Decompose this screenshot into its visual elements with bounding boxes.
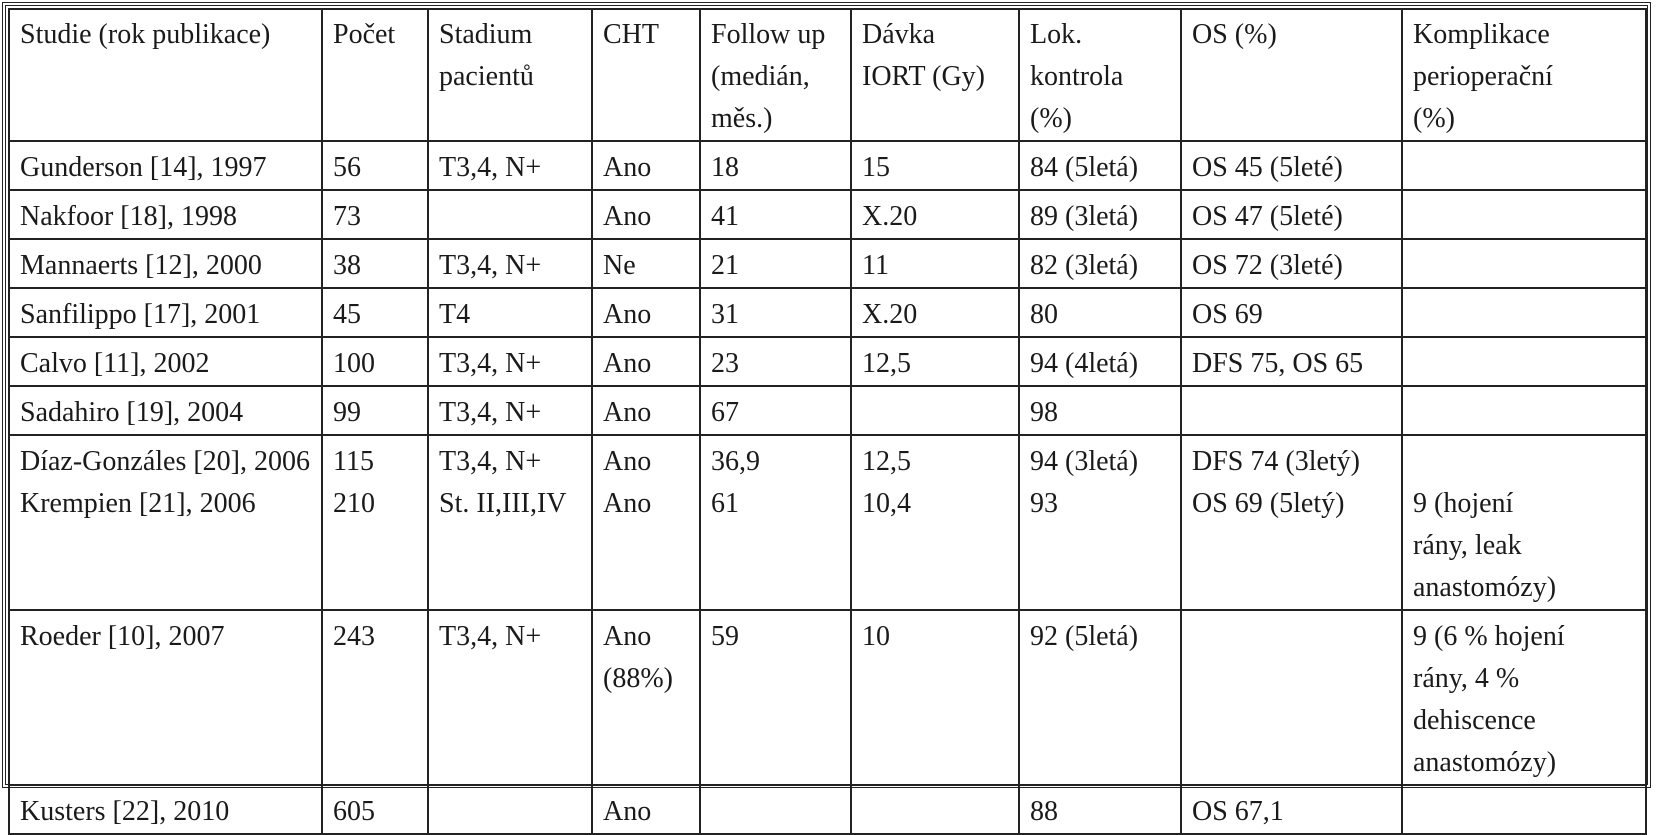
cell-follow-up: 31 <box>700 288 851 337</box>
cell-pocet: 243 <box>322 610 428 785</box>
cell-pocet: 100 <box>322 337 428 386</box>
cell-cht: Ano <box>592 337 700 386</box>
table-row <box>9 288 1646 337</box>
cell-davka: 10 <box>851 610 1019 785</box>
cell-studie: Calvo [11], 2002 <box>9 337 322 386</box>
cell-lok-kontrola: 82 (3letá) <box>1019 239 1181 288</box>
cell-davka: 15 <box>851 141 1019 190</box>
cell-davka: X.20 <box>851 190 1019 239</box>
cell-lok-kontrola: 92 (5letá) <box>1019 610 1181 785</box>
cell-studie: Nakfoor [18], 1998 <box>9 190 322 239</box>
cell-komplikace <box>1402 190 1646 239</box>
table-row <box>9 610 1646 785</box>
cell-studie: Mannaerts [12], 2000 <box>9 239 322 288</box>
table-row <box>9 190 1646 239</box>
cell-cht: Ano Ano <box>592 435 700 610</box>
results-table <box>8 8 1647 835</box>
cell-follow-up: 18 <box>700 141 851 190</box>
col-header-lok-kontrola: Lok. kontrola (%) <box>1019 9 1181 141</box>
cell-os: DFS 75, OS 65 <box>1181 337 1402 386</box>
cell-pocet: 45 <box>322 288 428 337</box>
cell-davka <box>851 386 1019 435</box>
cell-stadium: T3,4, N+ <box>428 386 592 435</box>
cell-follow-up: 23 <box>700 337 851 386</box>
cell-stadium: T3,4, N+ St. II,III,IV <box>428 435 592 610</box>
cell-follow-up <box>700 785 851 834</box>
cell-stadium: T3,4, N+ <box>428 239 592 288</box>
cell-studie: Sanfilippo [17], 2001 <box>9 288 322 337</box>
cell-komplikace: 9 (hojení rány, leak anastomózy) <box>1402 435 1646 610</box>
col-header-studie: Studie (rok publikace) <box>9 9 322 141</box>
cell-studie: Gunderson [14], 1997 <box>9 141 322 190</box>
cell-os: DFS 74 (3letý) OS 69 (5letý) <box>1181 435 1402 610</box>
cell-cht: Ano <box>592 386 700 435</box>
cell-stadium: T3,4, N+ <box>428 141 592 190</box>
cell-lok-kontrola: 88 <box>1019 785 1181 834</box>
cell-pocet: 56 <box>322 141 428 190</box>
table-row <box>9 337 1646 386</box>
cell-komplikace: 9 (6 % hojení rány, 4 % dehiscence anastomózy) <box>1402 610 1646 785</box>
cell-os: OS 72 (3leté) <box>1181 239 1402 288</box>
cell-davka: 12,5 <box>851 337 1019 386</box>
cell-cht: Ano <box>592 785 700 834</box>
cell-follow-up: 36,9 61 <box>700 435 851 610</box>
cell-os: OS 69 <box>1181 288 1402 337</box>
cell-os: OS 45 (5leté) <box>1181 141 1402 190</box>
cell-follow-up: 41 <box>700 190 851 239</box>
cell-studie: Díaz-Gonzáles [20], 2006 Krempien [21], 2006 <box>9 435 322 610</box>
cell-studie: Roeder [10], 2007 <box>9 610 322 785</box>
cell-follow-up: 59 <box>700 610 851 785</box>
cell-davka <box>851 785 1019 834</box>
cell-os <box>1181 610 1402 785</box>
cell-pocet: 73 <box>322 190 428 239</box>
cell-stadium: T3,4, N+ <box>428 337 592 386</box>
cell-komplikace <box>1402 386 1646 435</box>
cell-follow-up: 21 <box>700 239 851 288</box>
col-header-cht: CHT <box>592 9 700 141</box>
cell-cht: Ne <box>592 239 700 288</box>
cell-os: OS 67,1 <box>1181 785 1402 834</box>
cell-davka: 11 <box>851 239 1019 288</box>
table-row <box>9 239 1646 288</box>
cell-stadium: T3,4, N+ <box>428 610 592 785</box>
cell-follow-up: 67 <box>700 386 851 435</box>
cell-komplikace <box>1402 141 1646 190</box>
cell-studie: Kusters [22], 2010 <box>9 785 322 834</box>
cell-komplikace <box>1402 337 1646 386</box>
col-header-follow-up: Follow up (medián, měs.) <box>700 9 851 141</box>
cell-davka: 12,5 10,4 <box>851 435 1019 610</box>
header-row <box>9 9 1646 141</box>
col-header-pocet: Počet <box>322 9 428 141</box>
table-row <box>9 141 1646 190</box>
cell-komplikace <box>1402 239 1646 288</box>
col-header-komplikace: Komplikace perioperační (%) <box>1402 9 1646 141</box>
cell-pocet: 99 <box>322 386 428 435</box>
cell-cht: Ano <box>592 141 700 190</box>
col-header-stadium: Stadium pacientů <box>428 9 592 141</box>
cell-pocet: 605 <box>322 785 428 834</box>
cell-cht: Ano <box>592 288 700 337</box>
cell-cht: Ano <box>592 190 700 239</box>
table-row <box>9 785 1646 834</box>
table-row <box>9 435 1646 610</box>
cell-stadium <box>428 785 592 834</box>
cell-os <box>1181 386 1402 435</box>
cell-komplikace <box>1402 785 1646 834</box>
cell-os: OS 47 (5leté) <box>1181 190 1402 239</box>
table-row <box>9 386 1646 435</box>
cell-lok-kontrola: 89 (3letá) <box>1019 190 1181 239</box>
cell-studie: Sadahiro [19], 2004 <box>9 386 322 435</box>
cell-lok-kontrola: 84 (5letá) <box>1019 141 1181 190</box>
cell-pocet: 38 <box>322 239 428 288</box>
cell-lok-kontrola: 94 (4letá) <box>1019 337 1181 386</box>
cell-stadium <box>428 190 592 239</box>
cell-stadium: T4 <box>428 288 592 337</box>
cell-lok-kontrola: 94 (3letá) 93 <box>1019 435 1181 610</box>
cell-cht: Ano (88%) <box>592 610 700 785</box>
col-header-davka: Dávka IORT (Gy) <box>851 9 1019 141</box>
cell-lok-kontrola: 98 <box>1019 386 1181 435</box>
cell-pocet: 115 210 <box>322 435 428 610</box>
cell-davka: X.20 <box>851 288 1019 337</box>
col-header-os: OS (%) <box>1181 9 1402 141</box>
cell-lok-kontrola: 80 <box>1019 288 1181 337</box>
cell-komplikace <box>1402 288 1646 337</box>
